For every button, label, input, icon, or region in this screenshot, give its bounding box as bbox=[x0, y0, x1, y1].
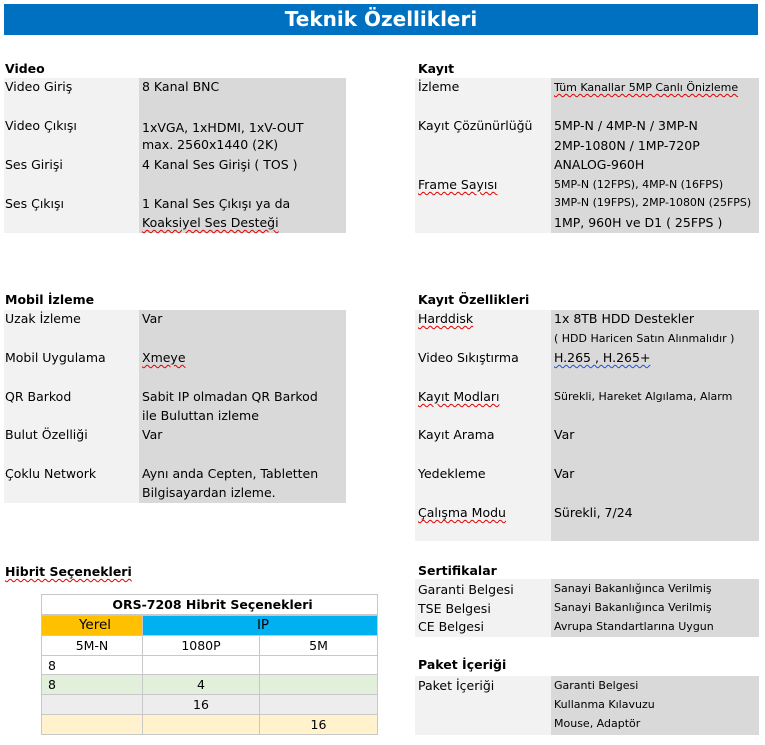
hibrit-cell bbox=[42, 715, 143, 735]
izleme-label: İzleme bbox=[418, 79, 460, 94]
video-input-value: 8 Kanal BNC bbox=[142, 79, 220, 94]
table-row bbox=[42, 695, 378, 715]
uzak-izleme-value: Var bbox=[142, 311, 163, 326]
audio-input-label: Ses Girişi bbox=[5, 157, 63, 172]
yedekleme-value: Var bbox=[554, 466, 575, 481]
kayit-cozunurluk-line-1: 5MP-N / 4MP-N / 3MP-N bbox=[554, 118, 698, 133]
table-row bbox=[42, 675, 378, 695]
uzak-izleme-label: Uzak İzleme bbox=[5, 311, 81, 326]
hibrit-table bbox=[41, 594, 378, 735]
audio-output-value-2 bbox=[142, 213, 279, 232]
hibrit-cell bbox=[260, 675, 378, 695]
audio-input-value: 4 Kanal Ses Girişi ( TOS ) bbox=[142, 157, 298, 172]
hibrit-cell: 16 bbox=[260, 715, 378, 735]
sikistirma-label: Video Sıkıştırma bbox=[418, 350, 519, 365]
frame-line-1: 5MP-N (12FPS), 4MP-N (16FPS) bbox=[554, 178, 724, 191]
frame-line-3: 1MP, 960H ve D1 ( 25FPS ) bbox=[554, 215, 723, 230]
video-output-value-2: max. 2560x1440 (2K) bbox=[142, 137, 279, 152]
hibrit-cell bbox=[260, 655, 378, 675]
paket-label: Paket İçeriği bbox=[418, 678, 495, 693]
hibrit-cell bbox=[143, 715, 260, 735]
kayit-heading: Kayıt bbox=[418, 61, 455, 76]
video-input-label: Video Giriş bbox=[5, 79, 73, 94]
video-output-value: 1xVGA, 1xHDMI, 1xV-OUT bbox=[142, 120, 304, 135]
harddisk-label bbox=[418, 309, 473, 328]
hibrit-table-title: ORS-7208 Hibrit Seçenekleri bbox=[42, 595, 378, 615]
table-row bbox=[42, 655, 378, 675]
hibrit-cell: 8 bbox=[42, 675, 143, 695]
garanti-value: Sanayi Bakanlığınca Verilmiş bbox=[554, 582, 712, 595]
paket-heading: Paket İçeriği bbox=[418, 657, 507, 672]
sikistirma-value-text: H.265 , H.265+ bbox=[554, 350, 651, 365]
harddisk-label-text: Harddisk bbox=[418, 311, 474, 326]
paket-item-2: Kullanma Kılavuzu bbox=[554, 698, 655, 711]
hibrit-ip-header: IP bbox=[143, 615, 378, 635]
kayit-modlari-value: Sürekli, Hareket Algılama, Alarm bbox=[554, 390, 733, 403]
mobil-heading: Mobil İzleme bbox=[5, 292, 95, 307]
kayit-cozunurluk-line-2: 2MP-1080N / 1MP-720P bbox=[554, 138, 700, 153]
yedekleme-label: Yedekleme bbox=[418, 466, 486, 481]
hibrit-yerel-header: Yerel bbox=[42, 615, 143, 635]
ce-label: CE Belgesi bbox=[418, 619, 484, 634]
hibrit-cell bbox=[260, 695, 378, 715]
calisma-modu-label bbox=[418, 503, 506, 522]
hibrit-cell: 8 bbox=[42, 655, 143, 675]
kayit-arama-value: Var bbox=[554, 427, 575, 442]
coklu-network-value-2: Bilgisayardan izleme. bbox=[142, 485, 276, 500]
bulut-value: Var bbox=[142, 427, 163, 442]
coklu-network-value: Aynı anda Cepten, Tabletten bbox=[142, 466, 319, 481]
bulut-label: Bulut Özelliği bbox=[5, 427, 88, 442]
coklu-network-label: Çoklu Network bbox=[5, 466, 97, 481]
mobil-uygulama-value-text: Xmeye bbox=[142, 350, 186, 365]
qr-barkod-value: Sabit IP olmadan QR Barkod bbox=[142, 389, 318, 404]
kayit-modlari-label-text: Kayıt Modları bbox=[418, 389, 500, 404]
frame-label-text: Frame Sayısı bbox=[418, 177, 498, 192]
hibrit-cell bbox=[143, 655, 260, 675]
garanti-label: Garanti Belgesi bbox=[418, 582, 514, 597]
kayit-labels-shade bbox=[415, 78, 551, 233]
hibrit-sub-5m: 5M bbox=[260, 635, 378, 655]
audio-output-value: 1 Kanal Ses Çıkışı ya da bbox=[142, 196, 291, 211]
paket-item-3: Mouse, Adaptör bbox=[554, 717, 641, 730]
kayit-cozunurluk-line-3: ANALOG-960H bbox=[554, 157, 645, 172]
sertifikalar-heading: Sertifikalar bbox=[418, 563, 497, 578]
harddisk-note: ( HDD Haricen Satın Alınmalıdır ) bbox=[554, 332, 735, 345]
harddisk-value: 1x 8TB HDD Destekler bbox=[554, 311, 695, 326]
tse-value: Sanayi Bakanlığınca Verilmiş bbox=[554, 601, 712, 614]
hibrit-cell: 4 bbox=[143, 675, 260, 695]
hibrit-cell: 16 bbox=[143, 695, 260, 715]
hibrit-sub-1080p: 1080P bbox=[143, 635, 260, 655]
frame-line-2: 3MP-N (19FPS), 2MP-1080N (25FPS) bbox=[554, 196, 752, 209]
calisma-modu-value: Sürekli, 7/24 bbox=[554, 505, 633, 520]
video-heading: Video bbox=[5, 61, 45, 76]
table-row bbox=[42, 715, 378, 735]
qr-barkod-value-2: ile Buluttan izleme bbox=[142, 408, 259, 423]
hibrit-heading-text: Hibrit Seçenekleri bbox=[5, 564, 132, 579]
hibrit-cell bbox=[42, 695, 143, 715]
sikistirma-value bbox=[554, 348, 650, 367]
video-output-label: Video Çıkışı bbox=[5, 118, 77, 133]
mobil-uygulama-label: Mobil Uygulama bbox=[5, 350, 106, 365]
audio-output-value-2-text: Koaksiyel Ses Desteği bbox=[142, 215, 279, 230]
kayit-ozellikleri-heading: Kayıt Özellikleri bbox=[418, 292, 530, 307]
izleme-value bbox=[554, 78, 738, 97]
kayit-cozunurluk-label: Kayıt Çözünürlüğü bbox=[418, 118, 533, 133]
audio-output-label: Ses Çıkışı bbox=[5, 196, 65, 211]
hibrit-sub-5mn: 5M-N bbox=[42, 635, 143, 655]
calisma-modu-label-text: Çalışma Modu bbox=[418, 505, 506, 520]
kayit-arama-label: Kayıt Arama bbox=[418, 427, 495, 442]
ce-value: Avrupa Standartlarına Uygun bbox=[554, 620, 714, 633]
mobil-uygulama-value bbox=[142, 348, 186, 367]
page-title: Teknik Özellikleri bbox=[4, 4, 758, 35]
hibrit-heading bbox=[5, 564, 132, 580]
qr-barkod-label: QR Barkod bbox=[5, 389, 72, 404]
frame-label bbox=[418, 175, 497, 194]
paket-item-1: Garanti Belgesi bbox=[554, 679, 639, 692]
izleme-value-text: Tüm Kanallar 5MP Canlı Önizleme bbox=[554, 81, 739, 94]
kayit-modlari-label bbox=[418, 387, 500, 406]
tse-label: TSE Belgesi bbox=[418, 601, 491, 616]
